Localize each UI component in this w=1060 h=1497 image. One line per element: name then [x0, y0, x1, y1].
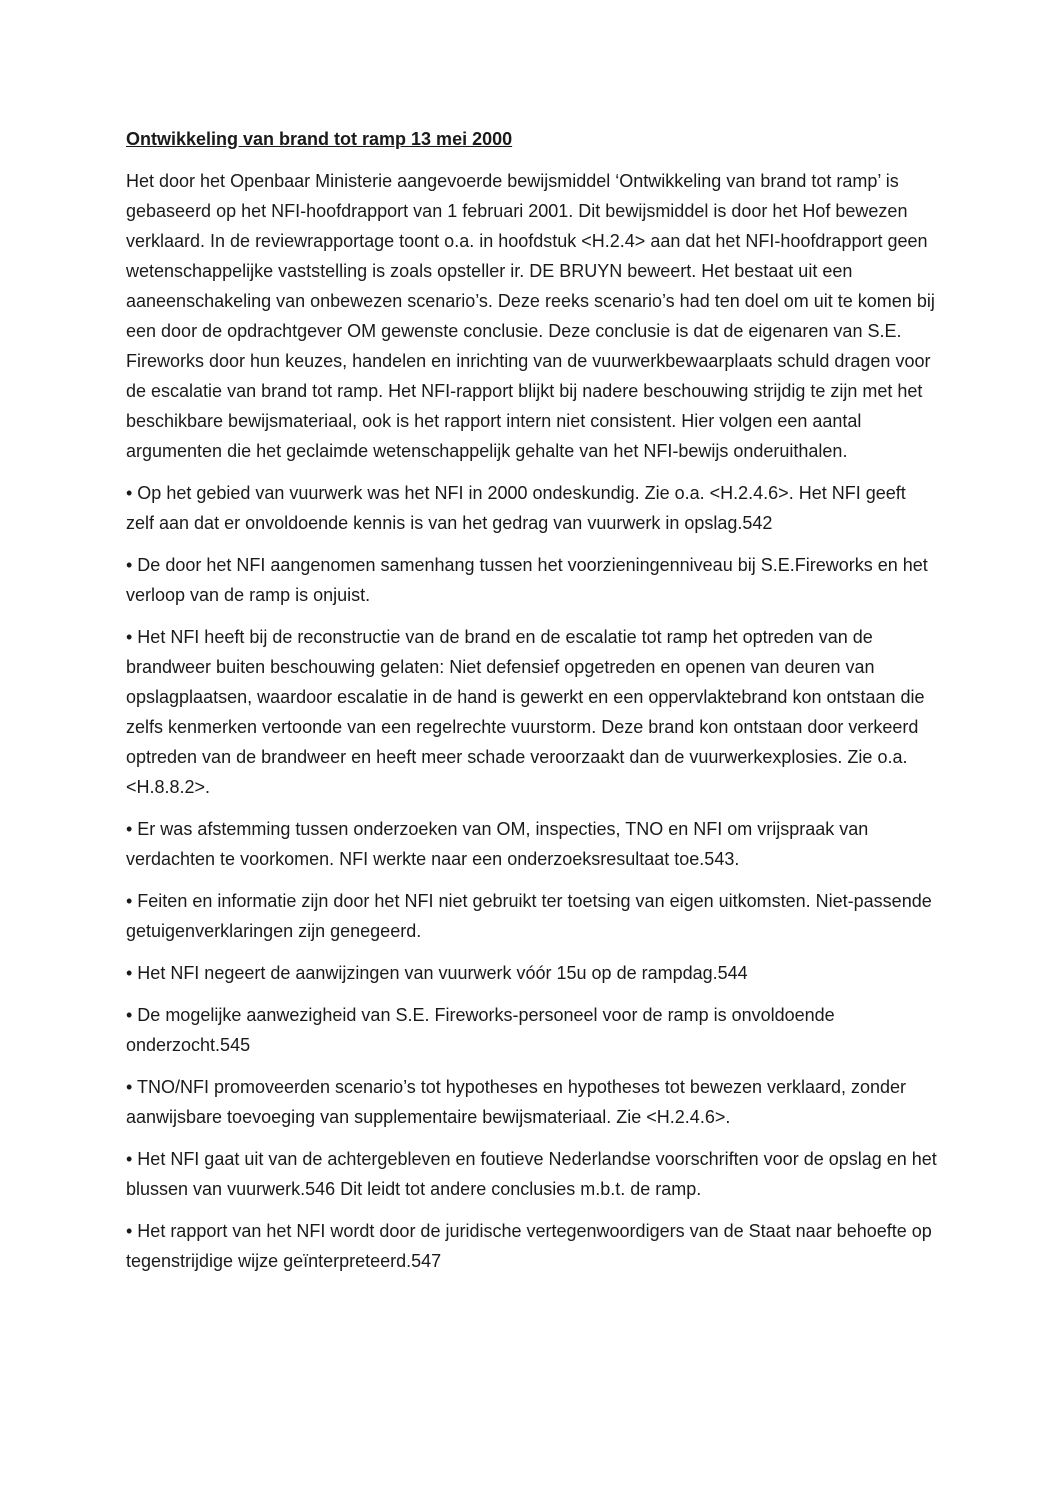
bullet-item: • Feiten en informatie zijn door het NFI niet gebruikt ter toetsing van eigen uitkomsten. Niet-passende getuigenverklaringen zijn genegeerd. — [126, 891, 932, 941]
intro-paragraph: Het door het Openbaar Ministerie aangevoerde bewijsmiddel ‘Ontwikkeling van brand tot ramp’ is gebaseerd op het NFI-hoofdrapport van 1 februari 2001. Dit bewijsmiddel is door het Hof bewezen verklaard. In de reviewrapportage toont o.a. in hoofdstuk <H.2.4> aan dat het NFI-hoofdrapport geen wetenschappelijke vaststelling is zoals opsteller ir. DE BRUYN beweert. Het bestaat uit een aaneenschakeling van onbewezen scenario’s. Deze reeks scenario’s had ten doel om uit te komen bij een door de opdrachtgever OM gewenste conclusie. Deze conclusie is dat de eigenaren van S.E. Fireworks door hun keuzes, handelen en inrichting van de vuurwerkbewaarplaats schuld dragen voor de escalatie van brand tot ramp. Het NFI-rapport blijkt bij nadere beschouwing strijdig te zijn met het beschikbare bewijsmateriaal, ook is het rapport intern niet consistent. Hier volgen een aantal argumenten die het geclaimde wetenschappelijk gehalte van het NFI-bewijs onderuithalen. — [126, 171, 935, 461]
bullet-item: • De door het NFI aangenomen samenhang tussen het voorzieningenniveau bij S.E.Fireworks en het verloop van de ramp is onjuist. — [126, 555, 928, 605]
bullet-item: • Het NFI negeert de aanwijzingen van vuurwerk vóór 15u op de rampdag.544 — [126, 963, 748, 983]
bullet-item: • Het NFI gaat uit van de achtergebleven en foutieve Nederlandse voorschriften voor de opslag en het blussen van vuurwerk.546 Dit leidt tot andere conclusies m.b.t. de ramp. — [126, 1149, 937, 1199]
bullet-item: • Op het gebied van vuurwerk was het NFI in 2000 ondeskundig. Zie o.a. <H.2.4.6>. Het NFI geeft zelf aan dat er onvoldoende kennis is van het gedrag van vuurwerk in opslag.542 — [126, 483, 906, 533]
bullet-item: • Er was afstemming tussen onderzoeken van OM, inspecties, TNO en NFI om vrijspraak van verdachten te voorkomen. NFI werkte naar een onderzoeksresultaat toe.543. — [126, 819, 869, 869]
document-title: Ontwikkeling van brand tot ramp 13 mei 2000 — [126, 129, 513, 149]
bullet-item: • Het rapport van het NFI wordt door de juridische vertegenwoordigers van de Staat naar behoefte op tegenstrijdige wijze geïnterpreteerd.547 — [126, 1221, 932, 1271]
document-page — [126, 124, 938, 1288]
bullet-item: • De mogelijke aanwezigheid van S.E. Fireworks-personeel voor de ramp is onvoldoende onderzocht.545 — [126, 1005, 835, 1055]
bullet-item: • TNO/NFI promoveerden scenario’s tot hypotheses en hypotheses tot bewezen verklaard, zonder aanwijsbare toevoeging van supplementaire bewijsmateriaal. Zie <H.2.4.6>. — [126, 1077, 907, 1127]
bullet-item: • Het NFI heeft bij de reconstructie van de brand en de escalatie tot ramp het optreden van de brandweer buiten beschouwing gelaten: Niet defensief opgetreden en openen van deuren van opslagplaatsen, waardoor escalatie in de hand is gewerkt en een oppervlaktebrand kon ontstaan die zelfs kenmerken vertoonde van een regelrechte vuurstorm. Deze brand kon ontstaan door verkeerd optreden van de brandweer en heeft meer schade veroorzaakt dan de vuurwerkexplosies. Zie o.a. <H.8.8.2>. — [126, 627, 925, 797]
